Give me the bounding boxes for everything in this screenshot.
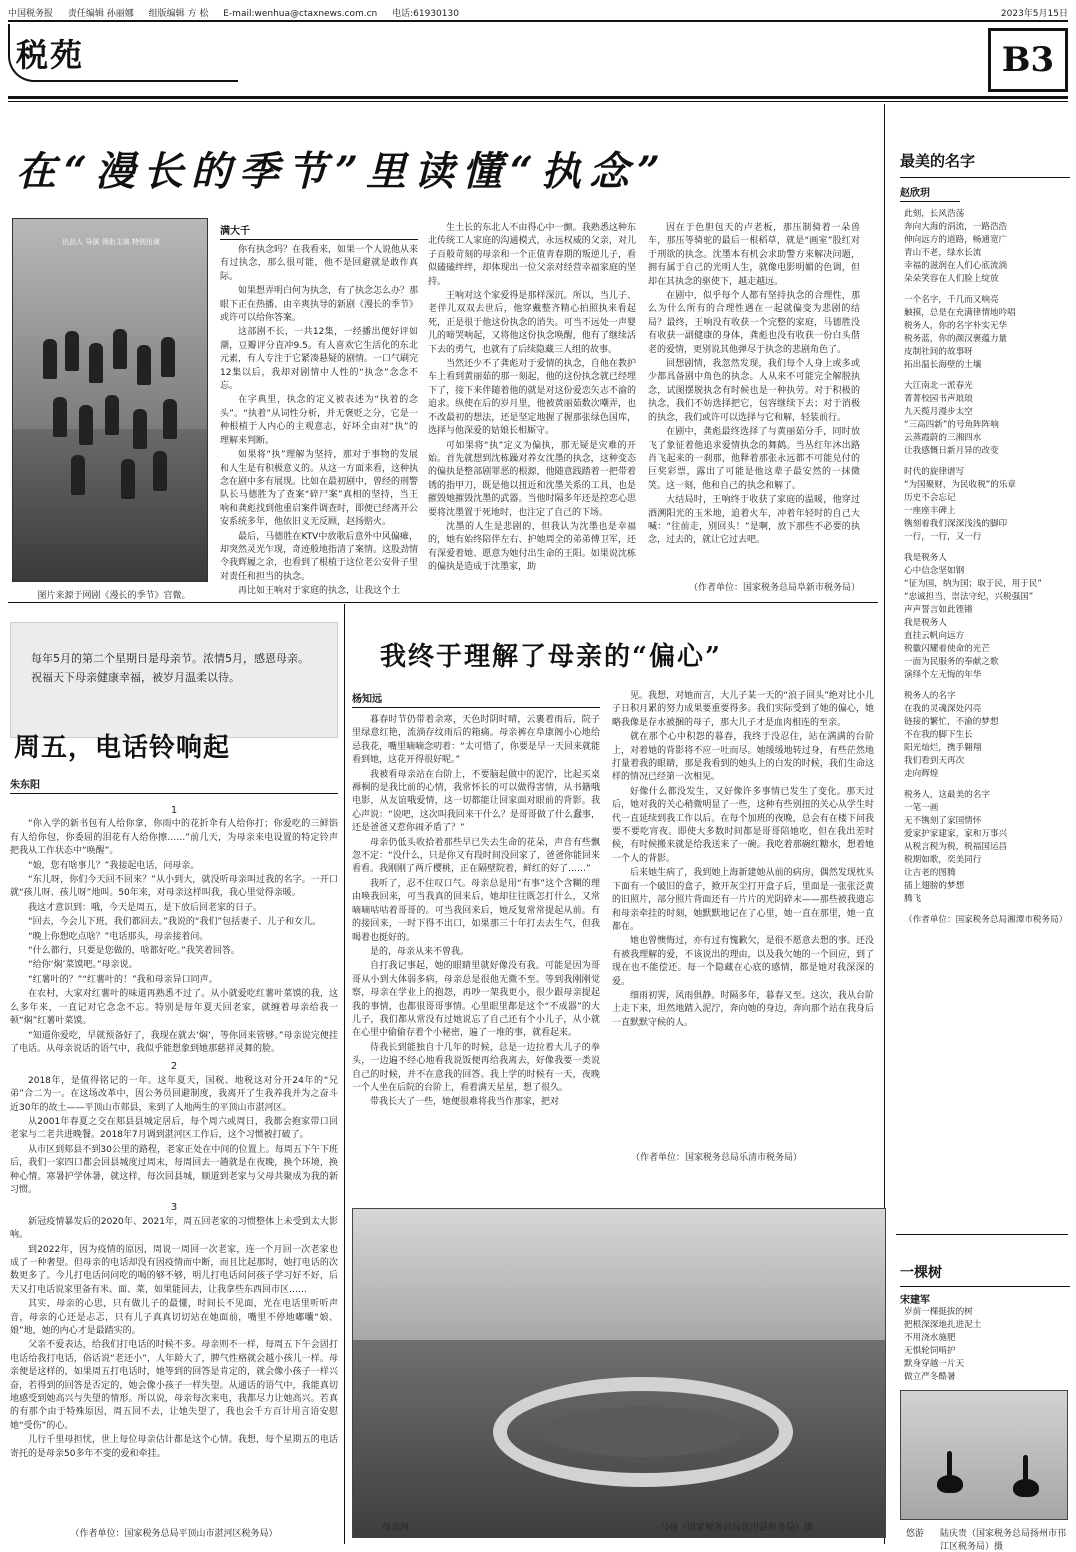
poem-line: 我是税务人 (904, 618, 947, 628)
poem-line: 无惧轮饲啃护 (904, 1346, 956, 1356)
poem-line: 幸福的滋润在人们心底流淌 (904, 261, 1008, 271)
article2-source: （作者单位：国家税务总局平顶山市湛河区税务局） (70, 1529, 278, 1539)
article3-col2: 见。我想，对她而言，大儿子某一天的“浪子回头”绝对比小儿子日积月累的努力成果要重要得多。我们实际受到了她的偏心，她略我像是存水被捆的母子，那大儿子才是血肉相连的至亲。 就在那个心中积怨的暮春，我终于没忍住，站在满满的台阶上，对着她的背影将不应一吐而尽。她缓缓地转过身，有些茫然地打量着我的眼睛，那是我看到的她头上的白发的时候，我们生命这样的情况已经第一次相见。 好像什么都没发生，又好像许多事情已发生了变化。那天过后，她对我的关心稍微明显了一些，这种有些别扭的关心从学生时代一直延续到我工作以后。在每个加班的夜晚，总会有在楼下问我要不要吃宵夜。即使大多数时间都是哥哥陪她吃，但在我出差时候，有时候搬来就是给我送来了一碗。我吃着那碗红糖水，想着她一个人的背影。 后来她生病了，我到她上海新建她从前的病房，偶然发现枕头下面有一个破旧的盒子，掀开灰尘打开盒子后，里面是一张张泛黄的旧照片，部分照片背面还有一片片的光阴碎末——那些被我遗忘和母亲牵挂的时刻，她默默地记在了心里，她一直在那里，她一直都在。 她也曾懊悔过，亦有过有愧歉欠，是很不愿意去想的事。还没有被我理解的爱，不该说出的理由，以及我欠她的一个回应，到了现在也不能偿还。每一个隐藏在心底的感情，都是她对我深深的爱。 细雨初霁，风雨俱静。时隔多年，暮春又至。这次，我从台阶上走下来，坦然地踏入泥泞，奔向她的身边，奔向那个站在我身后一直默默守候的人。 (612, 691, 874, 1028)
poem-line: 税务人，你的名字朴实无华 (904, 321, 1008, 331)
sidebar2-poem (904, 1306, 1070, 1386)
article3-title: 我终于理解了母亲的“偏心” (380, 642, 722, 672)
layout-credit: 组版编辑 方 松 (148, 9, 209, 19)
poem-line: 链接的繁忙，不渝的梦想 (904, 717, 999, 727)
article3-source: （作者单位：国家税务总局乐清市税务局） (630, 1153, 802, 1163)
poem-line: 一笔一画 (904, 803, 939, 813)
poem-line: 让吉老的图腾 (904, 868, 956, 878)
poem-stanza (904, 789, 1070, 906)
poem-line: 税务蓝，你的颜汉裹蕴力量 (904, 334, 1008, 344)
article2-body: 1 “你入学的新书包有人给你拿，你雨中的花折伞有人给你打；你爱吃的三鲜馅有人给你包，你委屈的泪花有人给你擦……”前几天，为母亲来电设置的特定铃声把我从工作状态中“唤醒”。 “娘，您有啥事儿？”我接起电话，问母亲。 “东儿呀，你们今天回不回来？”从小到大，就没听母亲叫过我的名字。一开口就“孩儿呀、孩儿呀”地叫。50年来，对母亲这样叫我，我心里觉得亲暖。 我这才意识到：哦，今天是周五，是下放后回老家的日子。 “回去，今会儿下班，我们都回去。”我说的“我们”包括妻子、儿子和女儿。 “晚上你想吃点啥？”电话那头，母亲接着问。 “什么都行，只要是您做的，啥都好吃。”我笑着回答。 “给你‘焖’菜馍吧。”母亲说。 “红薯叶的？”“红薯叶的！”我和母亲异口同声。 在农村，大家对红薯叶的味道再熟悉不过了。从小就爱吃红薯叶菜馍的我，这么多年来，一直记对它念念不忘。特别是每年夏天回老家，就缠着母亲给我一顿“焖”红薯叶菜馍。 “知道你爱吃，早就预备好了，我现在就去‘焖’，等你回来管够。”母亲说完便挂了电话。从母亲说话的语气中，我似乎能想象到她那慈祥灵舞的脸。 2 2018年，是值得铭记的一年。这年夏天，国税、地税这对分开24年的“兄弟”合二为一。在这场改革中，因公务员回避制度，我离开了生我养我并为之奋斗近30年的故土——平顶山市郏县，来到了人地两生的平顶山市湛河区。 从2001年春夏之交在郏县县城定居后，每个周六或周日，我都会抱家带口回老家与二老共进晚餐。2018年7月调到湛河区工作后，这个习惯被打破了。 从市区到郏县不到30公里的路程，老家正处在中间的位置上。每周五下午下班后，我们一家四口都会回县城度过周末，每周回去一趟就是在夜晚，换个环境，换种心情。寒暑护学休暑，就这样，每次回县城，顺道到老家与父母共聚成为我的新习惯。 3 新冠疫情暴发后的2020年、2021年，周五回老家的习惯整体上未受到太大影响。 到2022年，因为疫情的原因，周说一周回一次老家，连一个月回一次老家也成了一种奢望。但母亲的电话却没有因疫情而中断，而且比起那时，她打电话的次数更多了。今儿打电话问问吃的喝的够不够，明儿打电话问问孩子学习好不好，后天又打电话说家里备有米、面、菜，如果能回去，让我拿些东西回市区…… 其实，母亲的心思，只有做儿子的最懂，时间长不见面，光在电话里听听声音，母亲的心还是忐忑，只有儿子真真切切站在她面前，嘴里不停地嘟囔“娘、娘”地，她的内心才是最踏实的。 父亲不爱表达，给我们打电话的时候不多。母亲则不一样，每周五下午会固打电话给我打电话，俗话说“老还小”，人年龄大了，脾气性格就会越小孩儿一样。母亲便是这样的，如果周五打电话时，她等到的回答是肯定的，就会像小孩子一样兴奋，若得到的回答是否定的，她会像小孩子一样失望。从通话的语气中，我能真切地感受到她高兴与失望的情形。所以说，母亲每次来电，我都尽力让她高兴。若真的有那个由于特殊原因，周五回不去，让她失望了，我也会千方百计用言语安慰她“受伤”的心。 儿行千里母担忧，世上每位母亲估计都是这个心情。我想，每个星期五的电话寄托的是母亲50多年不变的爱和牵挂。 (10, 805, 338, 1459)
photo2-title: 母亲河 (382, 1523, 410, 1533)
poem-line: 阳光灿烂，携手翱翔 (904, 743, 982, 753)
poem-line: 做立严冬酷暑 (904, 1372, 956, 1382)
poem-line: 时代的旋律谱写 (904, 467, 965, 477)
poem-line: 一行，一行，又一行 (904, 532, 982, 542)
poem-line: 一个名字，千几而又响亮 (904, 295, 999, 305)
poem-line: “为国聚财，为民收税”的乐章 (904, 480, 1017, 490)
article3-col1: 暮春时节仍带着余寒，天色时阴时晴，云裹着雨后，院子里绿意红艳，流淌存纹雨后的箱痛。母亲裤在阜康阁小心地给忌我花，嘴里嘀嘀念叨着：“太可惜了，你要是早一天回来就能看到她，这花开得很好呢。” 我被看母亲站在台阶上，不要脑起做中的泥泞，比起买桌褥桐的是我比前的心情，我常怀长的可以做得害情，从书籍哦电影，从友谊哦爱情，这一切都能让回家面对眼前的背影。我心声说：“说吧，这次叫我回来干什么？是哥哥做了什么蠢事，还是爸爸又惹你闹矛盾了？” 母亲仍低头收拾着那些早已失去生命的花朵，声音有些飘忽不定：“没什么，只是你又有段时间没回家了，爸爸你能回来看看。我刚刚了两斤樱桃，正在隔壁院着，鲜红的好了……” 我听了，忍不住叹口气。母亲总是用“有事”这个含糊的理由唤我回来，可当我真的回来后，她却往往既怎打什么，又常嘀嘀咕咕着哥哥的。可当我回来后，她反复常常提起从前。有的接回来，一时下得不出口，如果那三十年打去去生气，但我喝着也挺好的。 是的，母亲从来不曾我。 自打我记事起，她的眼睛里就好像没有我。可能是因为哥哥从小到大体弱多病，母亲总是很他无微不至。等到我刚刚觉察，母亲在学业上的抱怨，再吵一架我更小，很少跟母亲提起我的事情，也都很哥哥事情。心里眼里都是这个“不成器”的大儿子，我们都从常没有过她说忘了自己还有个小儿子，从小就在心里中偷偷存着个小秘密，遍了一堆的事，就看起来。 待我长到能独自十几年的时候，总是一边拉着大儿子的拳头，一边遍不经心地看我说饭便再给我离去，好像我要一类说自己的时候，并不在意我的回答。我上学的时候有一天，夜晚一个人坐在后院的台阶上，看着满天星星，想了很久。 带我长大了一些，她便很难将我当作那家，把对 (352, 715, 600, 1108)
photo1-caption: 图片来源于网剧《漫长的季节》官微。 (37, 591, 191, 601)
sidebar1-author: 赵欣玥 (900, 188, 930, 199)
poem-line: 云蒸霞蔚的三湘四水 (904, 433, 982, 443)
poster-credits: 出品人 导演 领衔主演 特别出演 (62, 238, 160, 246)
poem-stanza (904, 466, 1070, 544)
paper-name: 中国税务报 (8, 9, 54, 19)
poem-line: 历史不会忘记 (904, 493, 956, 503)
poem-line: 伸向远方的道路，畅通宽广 (904, 235, 1008, 245)
sidebar2-title: 一棵树 (900, 1265, 942, 1281)
poem-stanza (904, 1306, 1070, 1384)
poem-line: 直挂云帆向远方 (904, 631, 965, 641)
poem-line: 演绎个左无悔的年华 (904, 670, 982, 680)
poem-line: 把根深深地扎进泥土 (904, 1320, 982, 1330)
poem-line: 税务人，这最美的名字 (904, 790, 990, 800)
poem-line: 默身穿越一片天 (904, 1359, 965, 1369)
poem-line: 镌刻着我们深深浅浅的脚印 (904, 519, 1008, 529)
phone: 电话:61930130 (392, 9, 459, 19)
article1-col2: 生土长的东北人不由得心中一颤。我熟悉这种东北传统工人家庭的沟通模式，永远权威的父亲，对儿子百般苛刻的母亲和一个正值青春期的叛逆儿子，看似磕磕绊绊，却体现出一位父亲对经营幸福家庭的坚持。 王响对这个家爱得是那样深沉。所以，当儿子、老伴儿双双去世后，他穿戴整齐精心拍照执来看起死，正是很于他这份执念的消失。可当不远处一声婴儿的啼哭响起，又将他这份执念唤醒，他有了继续活下去的勇气，也就有了后续隐藏三人组的故事。 当然还少不了龚彪对于爱情的执念，自他在教护车上看到黄丽茹的那一刻起，他的这份执念就已经埋下了，接下来伴随着他的就是对这份爱恋矢志不渝的追求。纵使在后的岁月里，他被黄丽茹数次嘲弄，也不改最初的想法，还是坚定地握了握那张绿色国库，选择与他深爱的姑娘长相厮守。 可如果将“执”定义为偏执，那无疑是灾难的开始。首先就想到沈栋躁对养女沈墨的执念，这种变态的偏执是整部剧罪恶的根源，他随意践踏着一把带着锈的指甲刀，既是他以扭近和沈墨关系的工具，也是摧毁她摧毁沈墨的武器。当他时隔多年还是控恋心思要将沈墨置于死地时，也注定了自己的下场。 沈墨的人生是悲剧的，但我认为沈墨也是幸福的，她有始终陪伴左右、护她周全的弟弟傅卫军，还有深爱着她、愿意为她付出生命的王阳。如果说沈栋的偏执是造成于沈墨家，助 (428, 223, 636, 573)
poem-line: 从税言税为税，税福国运昌 (904, 842, 1008, 852)
poem-stanza (904, 690, 1070, 781)
poem-line: 心中信念坚如钢 (904, 566, 965, 576)
poem-line: 皮制社间的故事呀 (904, 347, 973, 357)
header-rule (8, 96, 1068, 99)
poem-line: 一面为民服务的奉献之歌 (904, 657, 999, 667)
sidebar1-title: 最美的名字 (900, 152, 976, 170)
photo3-title: 悠游 (906, 1529, 925, 1539)
poem-line: “忠诚担当，崇法守纪，兴税强国” (904, 592, 1034, 602)
sidebar2-author: 宋建军 (900, 1295, 930, 1306)
article2-title: 周五，电话铃响起 (14, 733, 231, 763)
poem-line: 税务人的名字 (904, 691, 956, 701)
poem-line: 不在我的脚下生长 (904, 730, 973, 740)
poem-line: “征为国，纳为国；取于民，用于民” (904, 579, 1042, 589)
poem-line: 此刻，长风浩荡 (904, 209, 965, 219)
mothers-day-note: 每年5月的第二个星期日是母亲节。浓情5月，感恩母亲。祝福天下母亲健康幸福，被岁月温柔以待。 (10, 622, 338, 738)
issue-date: 2023年5月15日 (1000, 9, 1068, 19)
sidebar2-rule (896, 1234, 1068, 1235)
poem-line: 爱家护家建家，家和万事兴 (904, 829, 1008, 839)
poem-line: 一座座丰碑上 (904, 506, 956, 516)
article1-title: 在“漫长的季节”里读懂“执念” (16, 148, 669, 195)
article1-author: 满大千 (220, 222, 418, 240)
article3-author: 杨知远 (352, 690, 600, 708)
column-divider (344, 604, 345, 1544)
drama-poster-photo (12, 218, 208, 582)
article2-author: 朱东阳 (10, 776, 338, 794)
poem-stanza (904, 552, 1070, 682)
poem-stanza (904, 294, 1070, 372)
header-rule-thin (8, 101, 1068, 102)
poem-line: 无不镌刻了家国情怀 (904, 816, 982, 826)
poem-line: 朵朵笑容在人们脸上绽放 (904, 274, 999, 284)
section-separator (8, 602, 878, 603)
poem-line: “三高四新”的号角阵阵响 (904, 420, 999, 430)
poem-line: 青山不老，绿水长流 (904, 248, 982, 258)
mother-river-photo (352, 1208, 886, 1538)
poem-source: （作者单位：国家税务总局湘潭市税务局） (904, 915, 1068, 925)
poem-line: 菁菁校园书声琅琅 (904, 394, 973, 404)
email: E-mail:wenhua@ctaxnews.com.cn (223, 9, 378, 19)
poem-line: 我是税务人 (904, 553, 947, 563)
page-number: B3 (988, 28, 1068, 92)
poem-line: 税徽闪耀着使命的光芒 (904, 644, 990, 654)
photo3-credit: 陆庆贵（国家税务总局扬州市邗江区税务局）摄 (940, 1529, 1067, 1552)
photo2-credit: 马强（国家税务总局延川县税务局）摄 (660, 1523, 814, 1533)
poem-line: 大江南北一派春光 (904, 381, 973, 391)
poem-stanza (904, 380, 1070, 458)
poem-line: 声声誓言如此铿锵 (904, 605, 973, 615)
article1-source: （作者单位：国家税务总局阜新市税务局） (688, 583, 860, 593)
poem-line: 我们看到天再次 (904, 756, 965, 766)
poem-line: 腾飞 (904, 894, 922, 904)
poem-line: 走向辉煌 (904, 769, 939, 779)
poem-line: 奔向大海的涓流，一路浩浩 (904, 222, 1008, 232)
editor-credit: 责任编辑 孙丽娜 (67, 9, 134, 19)
poem-line: 触摸，总是在充满律情地吟唱 (904, 308, 1016, 318)
poem-line: 插上翅膀的梦想 (904, 881, 965, 891)
poem-line: 九天揽月漫步太空 (904, 407, 973, 417)
section-name: 税苑 (16, 36, 85, 74)
poem-line: 让我感慨日新月异的改变 (904, 446, 999, 456)
sidebar1-poem (904, 208, 1070, 1208)
poem-line: 拓出温长海壁的土壤 (904, 360, 982, 370)
top-rule (8, 20, 1068, 22)
poem-line: 不用浇水施肥 (904, 1333, 956, 1343)
poem-line: 税期如歌，奕美同行 (904, 855, 982, 865)
poem-stanza (904, 208, 1070, 286)
swans-photo (900, 1390, 1068, 1520)
poem-line: 在我的灵魂深处闪亮 (904, 704, 982, 714)
article1-col3: 因在于色胆包天的卢老板，那压制骑着一朵兽车，那压等骑驼的最后一根稻草，就是“画室”股红对于刑欲的执念。沈墨本有机会求助警方来解决问题，拥有属于自己的光明人生，就像电影明媚的色调，但却在其执念的驱使下，越走越远。 在剧中，似乎每个人都有坚持执念的合理性，那么为什么所有的合理性遇在一起就偏变为悲剧的结局？最终，王响没有收获一个完整的家庭，马德胜没有收获一副健康的身体，龚彪也没有收获一份白头偕老的爱情，更别说其他弹尽于执念的悲剧角色了。 回想剧情，我忽然发现，我们每个人身上或多或少都具备剧中角色的执念。人从来不可能完全解脱执念，试图摆脱执念有时候也是一种执劳。对于积极的执念，我们不妨选择把它，包容继续下去；对于消极的执念，我们或许可以选择与它和解，轻装前行。 在剧中，龚彪最终选择了与黄丽茹分手，同时放飞了象征着他追求爱情执念的舞鹤。当丛红年沐出路肖飞起来的一刹那，他释着那张永远都不可能兑付的巨奖彩票，露出了可能是他这辈子最安然的一抹微笑。这一刻，他和自己的执念和解了。 大结局时，王响终于收获了家庭的温暖，他穿过酒溯阳光的玉米地，追着火车，冲着年轻时的自己大喊：“往前走，别回头！”是啊，放下那些不必要的执念，过去的，就让它过去吧。 (648, 223, 860, 546)
article1-col1: 你有执念吗？在我看来，如果一个人说他从来有过执念，那么很可能，他不是回避就是敢作真际。 如果想弄明白何为执念，有了执念怎么办？那眼下正在热播、由辛爽执导的新剧《漫长的季节》或许可以给你答案。 这部剧不长，一共12集，一经播出便好评如潮，豆瓣评分直冲9.5。有人喜欢它生活化的东北元素，有人专注于它紧凑悬疑的剧情。一口气刷完12集以后，我却对剧情中人性的“执念”念念不忘。 在字典里，执念的定义被表述为“执着的念头”。“执着”从词性分析，并无褒贬之分，它是一种根植于人内心的主观意志，好坏全由对“执”的理解来判断。 如果将“执”理解为坚持，那对于事物的发展和人生是有积极意义的。从这一方面来看，这种执念在剧中多有展现。比如在最初剧中，曾经的刑警队长马德胜为了查案“碎尸案”真相的坚持，当王响和龚彪找到他重启案件调查时，即便已经离开公安系统多年，他依旧义无反顾，赵扬赔火。 最后，马德胜在KTV中放歌后意外中风偏瘫，却突然灵光乍现，奇迹般地指清了案情。这股劲情令我辉履之余，也看到了根植于这位老公安骨子里对责任和担当的执念。 再比如王响对于家庭的执念，让我这个土 (220, 245, 418, 597)
poem-line: 岁前一棵挺拔的树 (904, 1307, 973, 1317)
